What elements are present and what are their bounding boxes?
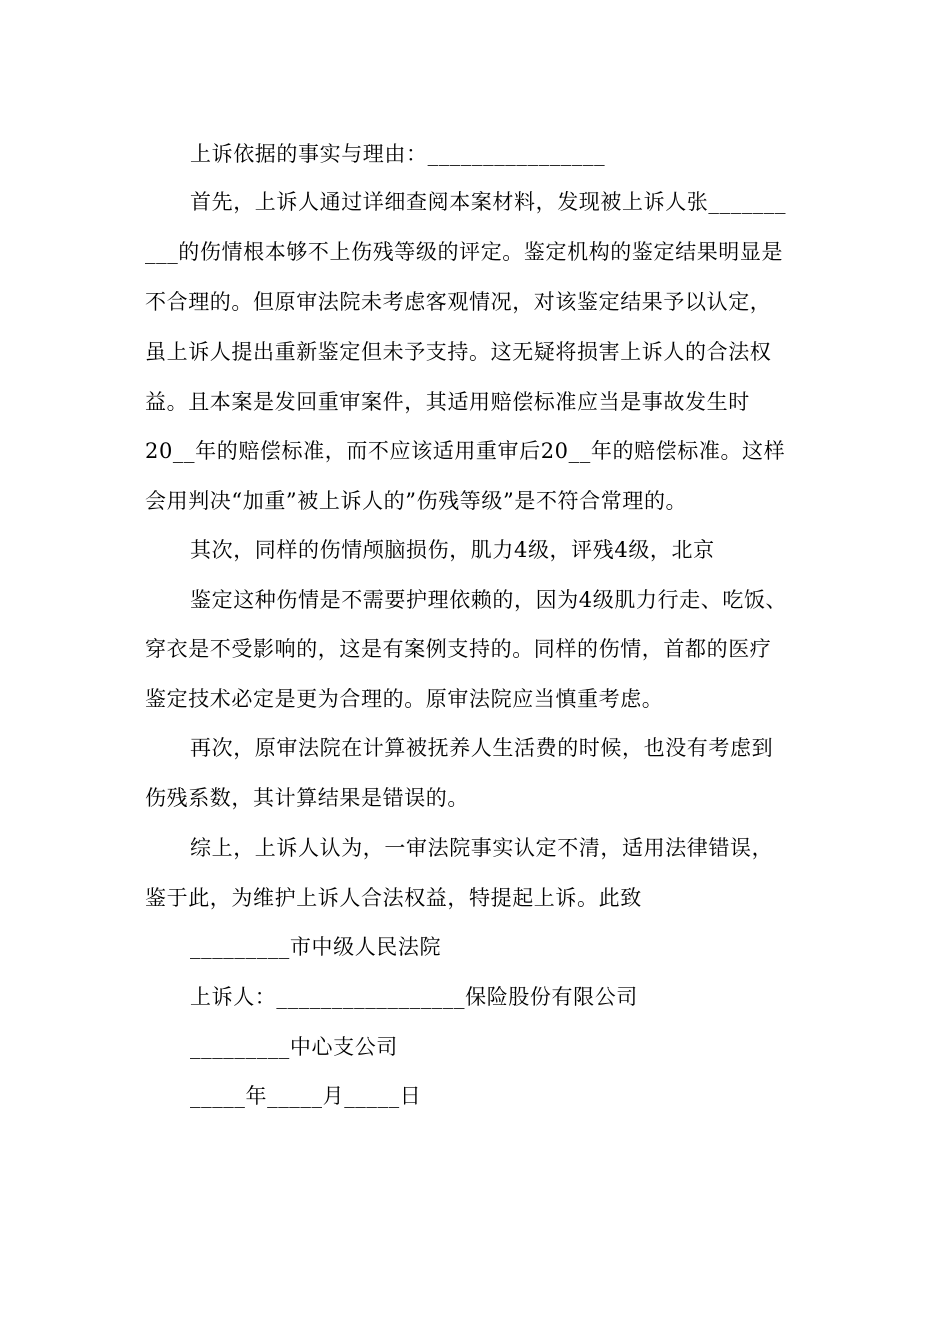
branch-company: _________中心支公司	[190, 1035, 398, 1059]
paragraph-first-line-1: 首先，上诉人通过详细查阅本案材料，发现被上诉人张_______	[190, 190, 787, 214]
paragraph-fourth-line-2: 伤残系数，其计算结果是错误的。	[145, 786, 469, 810]
paragraph-conclusion-line-2: 鉴于此，为维护上诉人合法权益，特提起上诉。此致	[145, 886, 642, 910]
court-addressee: _________市中级人民法院	[190, 935, 442, 959]
date-line: _____年_____月_____日	[190, 1084, 422, 1108]
paragraph-third-line-1: 鉴定这种伤情是不需要护理依赖的，因为4级肌力行走、吃饭、	[190, 588, 788, 612]
appellant-signature: 上诉人：_________________保险股份有限公司	[190, 985, 638, 1009]
facts-reasons-heading: 上诉依据的事实与理由：________________	[190, 142, 606, 166]
paragraph-conclusion-line-1: 综上，上诉人认为，一审法院事实认定不清，适用法律错误，	[190, 836, 774, 860]
paragraph-first-line-7: 会用判决“加重”被上诉人的”伤残等级”是不符合常理的。	[145, 489, 688, 513]
paragraph-third-line-2: 穿衣是不受影响的，这是有案例支持的。同样的伤情，首都的医疗	[145, 637, 772, 661]
paragraph-first-line-6: 20__年的赔偿标准，而不应该适用重审后20__年的赔偿标准。这样	[145, 439, 786, 463]
paragraph-second-line-1: 其次，同样的伤情颅脑损伤，肌力4级，评残4级，北京	[190, 538, 715, 562]
paragraph-first-line-4: 虽上诉人提出重新鉴定但未予支持。这无疑将损害上诉人的合法权	[145, 340, 772, 364]
paragraph-first-line-2: ___的伤情根本够不上伤残等级的评定。鉴定机构的鉴定结果明显是	[145, 240, 784, 264]
paragraph-fourth-line-1: 再次，原审法院在计算被抚养人生活费的时候，也没有考虑到	[190, 736, 774, 760]
paragraph-third-line-3: 鉴定技术必定是更为合理的。原审法院应当慎重考虑。	[145, 687, 664, 711]
paragraph-first-line-5: 益。且本案是发回重审案件，其适用赔偿标准应当是事故发生时	[145, 390, 750, 414]
paragraph-first-line-3: 不合理的。但原审法院未考虑客观情况，对该鉴定结果予以认定，	[145, 290, 772, 314]
